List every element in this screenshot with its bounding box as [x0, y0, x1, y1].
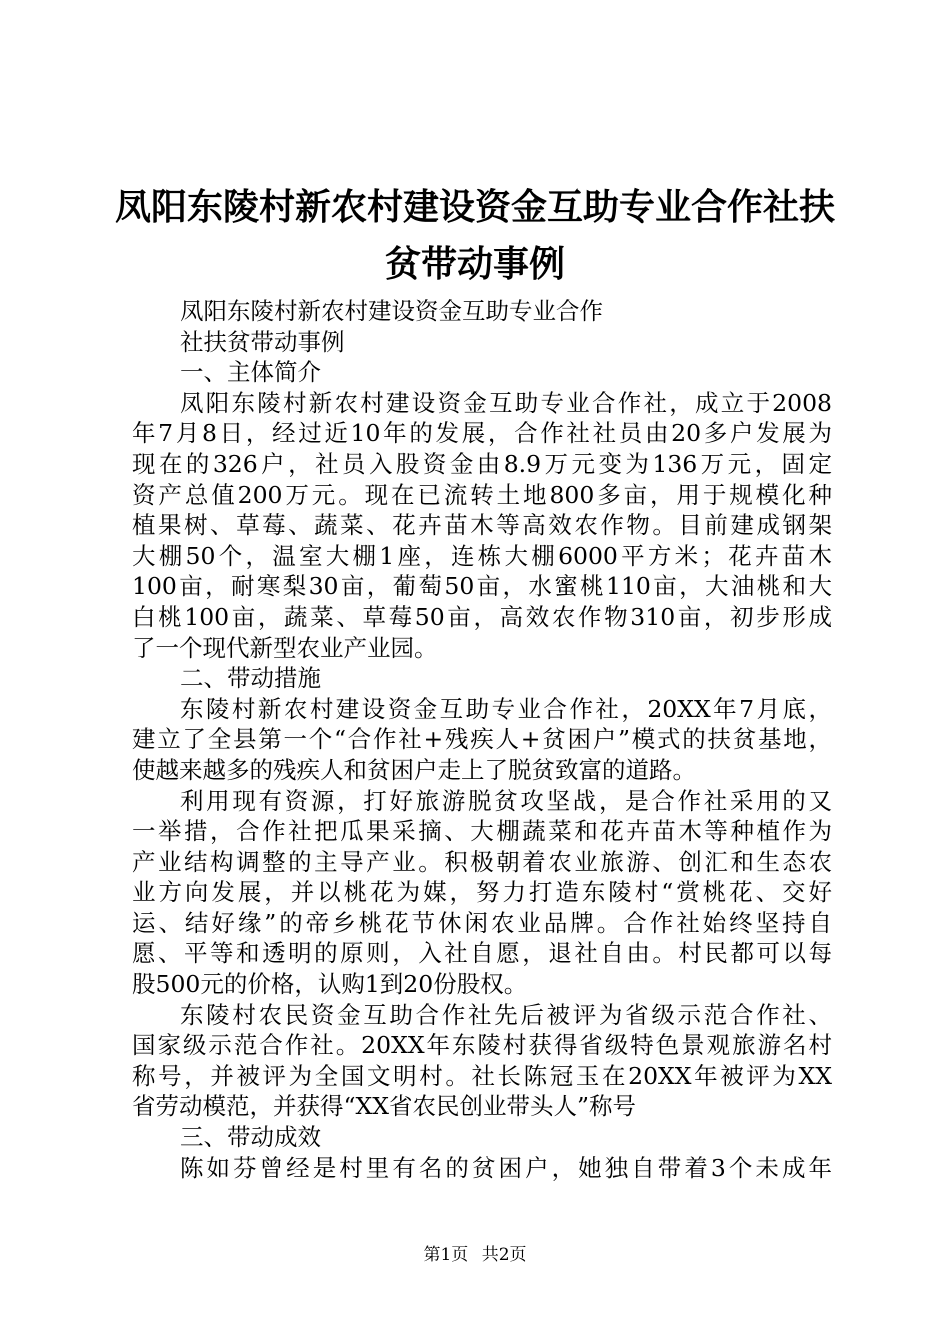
body-line: 利用现有资源，打好旅游脱贫攻坚战，是合作社采用的又 — [180, 786, 832, 815]
body-line: 凤阳东陵村新农村建设资金互助专业合作 — [180, 297, 603, 325]
section-heading: 三、带动成效 — [180, 1123, 321, 1152]
body-line: 一举措，合作社把瓜果采摘、大棚蔬菜和花卉苗木等种植作为 — [132, 817, 832, 846]
body-line: 了一个现代新型农业产业园。 — [132, 633, 438, 662]
body-line: 白桃100亩，蔬菜、草莓50亩，高效农作物310亩，初步形成 — [132, 602, 832, 631]
page-number-current: 第1页 — [423, 1245, 469, 1265]
body-line: 产业结构调整的主导产业。积极朝着农业旅游、创汇和生态农 — [132, 847, 832, 876]
body-line: 100亩，耐寒梨30亩，葡萄50亩，水蜜桃110亩，大油桃和大 — [132, 572, 832, 601]
body-line: 股500元的价格，认购1到20份股权。 — [132, 970, 528, 999]
body-line: 陈如芬曾经是村里有名的贫困户，她独自带着3个未成年 — [180, 1153, 832, 1182]
body-line: 国家级示范合作社。20XX年东陵村获得省级特色景观旅游名村 — [132, 1031, 832, 1060]
document-body — [132, 296, 832, 1183]
body-line: 现在的326户，社员入股资金由8.9万元变为136万元，固定 — [132, 449, 832, 478]
body-line: 东陵村农民资金互助合作社先后被评为省级示范合作社、 — [180, 1000, 832, 1029]
body-line: 资产总值200万元。现在已流转土地800多亩，用于规模化种 — [132, 480, 832, 509]
section-heading: 一、主体简介 — [180, 358, 321, 387]
body-line: 年7月8日，经过近10年的发展，合作社社员由20多户发展为 — [132, 419, 832, 448]
document-title-line-2: 贫带动事例 — [384, 244, 565, 285]
body-line: 植果树、草莓、蔬菜、花卉苗木等高效农作物。目前建成钢架 — [132, 511, 832, 540]
body-line: 社扶贫带动事例 — [180, 327, 345, 356]
body-line: 使越来越多的残疾人和贫困户走上了脱贫致富的道路。 — [132, 755, 696, 784]
section-heading: 二、带动措施 — [180, 664, 321, 693]
page-number-total: 共2页 — [481, 1245, 527, 1265]
body-line: 大棚50个，温室大棚1座，连栋大棚6000平方米；花卉苗木 — [132, 541, 832, 570]
body-line: 运、结好缘”的帝乡桃花节休闲农业品牌。合作社始终坚持自 — [132, 908, 832, 937]
body-line: 称号，并被评为全国文明村。社长陈冠玉在20XX年被评为XX — [132, 1061, 832, 1090]
body-line: 省劳动模范，并获得“XX省农民创业带头人”称号 — [132, 1092, 636, 1121]
body-line: 东陵村新农村建设资金互助专业合作社，20XX年7月底， — [180, 694, 832, 723]
document-title-line-1: 凤阳东陵村新农村建设资金互助专业合作社扶 — [114, 187, 835, 228]
body-line: 业方向发展，并以桃花为媒，努力打造东陵村“赏桃花、交好 — [132, 878, 832, 907]
body-line: 建立了全县第一个“合作社+残疾人+贫困户”模式的扶贫基地， — [132, 725, 832, 754]
page-footer — [0, 1244, 950, 1266]
body-line: 愿、平等和透明的原则，入社自愿，退社自由。村民都可以每 — [132, 939, 832, 968]
body-line: 凤阳东陵村新农村建设资金互助专业合作社，成立于2008 — [180, 388, 832, 417]
